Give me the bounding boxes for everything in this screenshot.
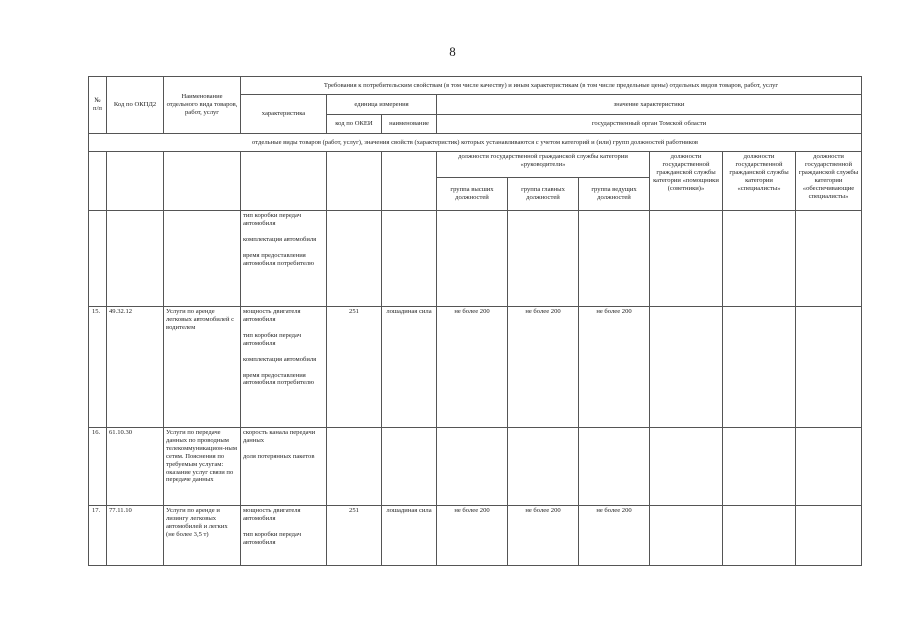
header-authority: государственный орган Томской области bbox=[437, 115, 862, 134]
header-specialists: должности государственной гражданской службы категории «специалисты» bbox=[723, 152, 796, 211]
header-group-leading: группа ведущих должностей bbox=[579, 178, 650, 211]
row-number bbox=[89, 211, 107, 307]
characteristic-item: тип коробки передач автомобиля bbox=[243, 331, 302, 347]
characteristics bbox=[241, 307, 327, 428]
value-specialists bbox=[723, 506, 796, 566]
characteristic-item: время предоставления автомобиля потребителю bbox=[243, 251, 314, 267]
value-main bbox=[508, 211, 579, 307]
value-leading: не более 200 bbox=[579, 506, 650, 566]
header-okpd: Код по ОКПД2 bbox=[107, 77, 164, 134]
characteristic-item: мощность двигателя автомобиля bbox=[243, 507, 301, 522]
section-title: отдельные виды товаров (работ, услуг), значения свойств (характеристик) которых устанавливаются с учетом категорий и (или) групп должностей работников bbox=[89, 134, 862, 152]
value-main bbox=[508, 428, 579, 506]
value-advisers bbox=[650, 506, 723, 566]
characteristic-item: скорость канала передачи данных bbox=[243, 429, 316, 444]
characteristic-item: комплектация автомобиля bbox=[243, 235, 317, 243]
value-leading bbox=[579, 428, 650, 506]
value-highest: не более 200 bbox=[437, 506, 508, 566]
okei-code bbox=[327, 211, 382, 307]
unit-name bbox=[382, 211, 437, 307]
okpd-code: 49.32.12 bbox=[107, 307, 164, 428]
empty-cell bbox=[327, 152, 382, 211]
item-name bbox=[164, 211, 241, 307]
page-number: 8 bbox=[449, 44, 456, 59]
okei-code: 251 bbox=[327, 506, 382, 566]
table-row bbox=[89, 428, 862, 506]
header-support: должности государственной гражданской службы категории «обеспечивающие специалисты» bbox=[796, 152, 862, 211]
value-highest: не более 200 bbox=[437, 307, 508, 428]
characteristic-item: тип коробки передач автомобиля bbox=[243, 212, 302, 227]
table-row bbox=[89, 307, 862, 428]
okpd-code: 77.11.10 bbox=[107, 506, 164, 566]
value-main: не более 200 bbox=[508, 307, 579, 428]
value-specialists bbox=[723, 428, 796, 506]
value-advisers bbox=[650, 211, 723, 307]
value-support bbox=[796, 428, 862, 506]
value-leading: не более 200 bbox=[579, 307, 650, 428]
header-requirements: Требования к потребительским свойствам (в том числе качеству) и иным характеристикам (в том числе предельные цены) отдельных видов товаров, работ, услуг bbox=[241, 77, 862, 95]
header-managers: должности государственной гражданской службы категории «руководители» bbox=[437, 152, 650, 178]
value-leading bbox=[579, 211, 650, 307]
characteristic-item: время предоставления автомобиля потребителю bbox=[243, 371, 314, 387]
empty-cell bbox=[107, 152, 164, 211]
table-row bbox=[89, 506, 862, 566]
value-main: не более 200 bbox=[508, 506, 579, 566]
header-okei: код по ОКЕИ bbox=[327, 115, 382, 134]
characteristics bbox=[241, 211, 327, 307]
empty-cell bbox=[164, 152, 241, 211]
characteristic-item: мощность двигателя автомобиля bbox=[243, 308, 301, 323]
empty-cell bbox=[89, 152, 107, 211]
value-support bbox=[796, 211, 862, 307]
value-specialists bbox=[723, 307, 796, 428]
value-highest bbox=[437, 211, 508, 307]
value-support bbox=[796, 307, 862, 428]
header-unit-name: наименование bbox=[382, 115, 437, 134]
row-number: 17. bbox=[89, 506, 107, 566]
header-group-main: группа главных должностей bbox=[508, 178, 579, 211]
value-advisers bbox=[650, 307, 723, 428]
header-value: значение характеристики bbox=[437, 95, 862, 115]
header-num: № п/п bbox=[89, 77, 107, 134]
empty-cell bbox=[241, 152, 327, 211]
value-highest bbox=[437, 428, 508, 506]
characteristics bbox=[241, 428, 327, 506]
row-number: 15. bbox=[89, 307, 107, 428]
value-specialists bbox=[723, 211, 796, 307]
value-advisers bbox=[650, 428, 723, 506]
item-name: Услуги по передаче данных по проводным телекоммуникацион-ным сетям. Пояснения по требуемым услугам: оказание услуг связи по передаче данных bbox=[164, 428, 241, 506]
header-characteristic: характеристика bbox=[241, 95, 327, 134]
unit-name: лошадиная сила bbox=[382, 307, 437, 428]
okpd-code: 61.10.30 bbox=[107, 428, 164, 506]
characteristic-item: доля потерянных пакетов bbox=[243, 452, 315, 460]
okei-code bbox=[327, 428, 382, 506]
header-name: Наименование отдельного вида товаров, работ, услуг bbox=[164, 77, 241, 134]
unit-name bbox=[382, 428, 437, 506]
header-advisers: должности государственной гражданской службы категории «помощники (советники)» bbox=[650, 152, 723, 211]
characteristic-item: комплектация автомобиля bbox=[243, 355, 317, 363]
okei-code: 251 bbox=[327, 307, 382, 428]
header-unit: единица измерения bbox=[327, 95, 437, 115]
item-name: Услуги по аренде и лизингу легковых автомобилей и легких (не более 3,5 т) bbox=[164, 506, 241, 566]
unit-name: лошадиная сила bbox=[382, 506, 437, 566]
table-row bbox=[89, 211, 862, 307]
characteristic-item: тип коробки передач автомобиля bbox=[243, 530, 302, 546]
header-group-highest: группа высших должностей bbox=[437, 178, 508, 211]
empty-cell bbox=[382, 152, 437, 211]
row-number: 16. bbox=[89, 428, 107, 506]
characteristics bbox=[241, 506, 327, 566]
okpd-code bbox=[107, 211, 164, 307]
requirements-table bbox=[88, 76, 862, 566]
item-name: Услуги по аренде легковых автомобилей с водителем bbox=[164, 307, 241, 428]
value-support bbox=[796, 506, 862, 566]
